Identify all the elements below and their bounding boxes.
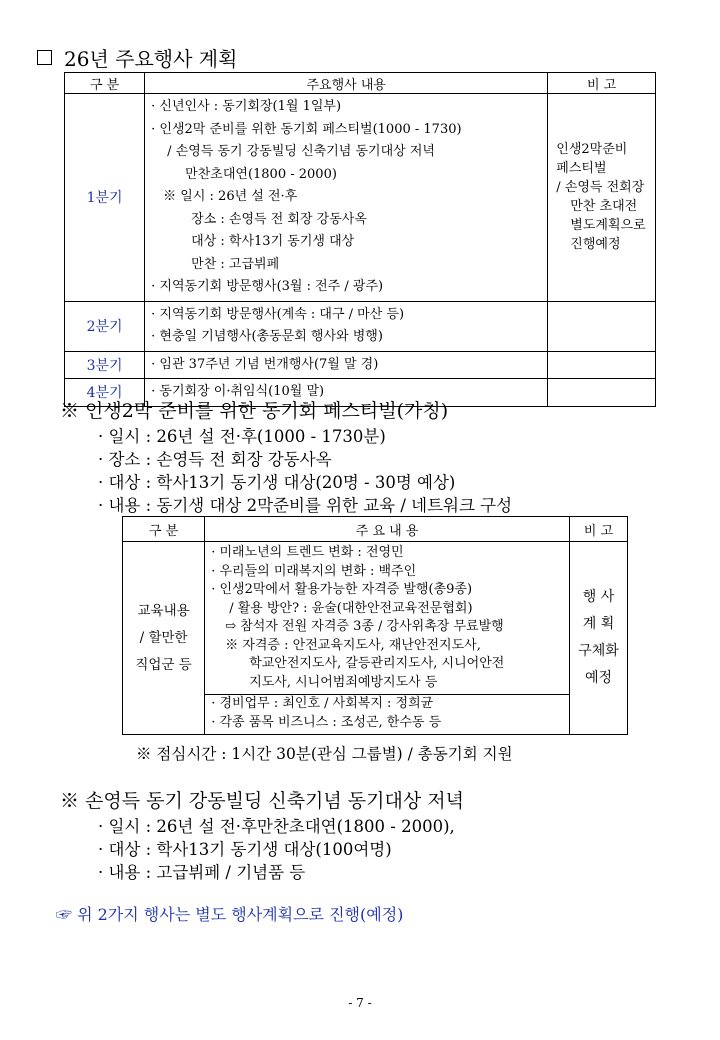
quarter-content-q1 <box>145 94 548 302</box>
list-item: · 지역동기회 방문행사(3월 : 전주 / 광주) <box>151 279 384 294</box>
list-item: 지도사, 시니어범죄예방지도사 등 <box>249 674 438 690</box>
section-title <box>37 44 237 70</box>
list-item: · 각종 품목 비즈니스 : 조성곤, 한수동 등 <box>211 714 442 730</box>
remark-q4 <box>548 379 656 407</box>
remark-line: 구체화 <box>578 643 619 659</box>
program-content <box>205 542 570 735</box>
table-row-q1 <box>65 94 656 302</box>
remark-q1 <box>548 94 656 302</box>
quarter-label-q3: 3분기 <box>65 351 145 379</box>
remark-q2 <box>548 301 656 351</box>
remark-line: / 손영득 전회장 <box>556 180 645 196</box>
list-item: · 임관 37주년 기념 번개행사(7월 말 경) <box>151 356 379 372</box>
remark-line: 인생2막준비 <box>556 142 628 158</box>
list-item: · 동기회장 이·취임식(10월 말) <box>151 384 325 399</box>
header-category: 구 분 <box>65 73 145 94</box>
lunch-note: ※ 점심시간 : 1시간 30분(관심 그룹별) / 총동기회 지원 <box>136 745 513 763</box>
footer-note: ☞ 위 2가지 행사는 별도 행사계획으로 진행(예정) <box>56 905 404 924</box>
dinner-bullet-target: · 대상 : 학사13기 동기생 대상(100여명) <box>98 840 392 859</box>
festival-program-table <box>122 516 628 735</box>
section-title-text: 26년 주요행사 계획 <box>64 46 238 71</box>
list-item: 만찬초대연(1800 - 2000) <box>185 166 337 182</box>
list-item: · 현충일 기념행사(총동문회 행사와 병행) <box>151 329 383 344</box>
remark-line: 페스티벌 <box>556 161 607 177</box>
table-header-row <box>65 73 656 94</box>
list-item: · 인생2막 준비를 위한 동기회 페스티벌(1000 - 1730) <box>151 121 462 137</box>
list-item: · 지역동기회 방문행사(계속 : 대구 / 마산 등) <box>151 306 405 322</box>
table-row <box>123 542 628 735</box>
dinner-bullet-date: · 일시 : 26년 설 전·후만찬초대연(1800 - 2000), <box>98 817 455 836</box>
festival-bullet-date: · 일시 : 26년 설 전·후(1000 - 1730분) <box>98 427 386 446</box>
quarter-label-q2: 2분기 <box>65 301 145 351</box>
list-item: / 손영득 동기 강동빌딩 신축기념 동기대상 저녁 <box>167 144 435 159</box>
list-item: 학교안전지도사, 갈등관리지도사, 시니어안전 <box>249 656 505 671</box>
list-item: ※ 자격증 : 안전교육지도사, 재난안전지도사, <box>225 637 481 653</box>
remark-q3 <box>548 351 656 379</box>
header-content: 주 요 내 용 <box>205 517 570 542</box>
dinner-heading: ※ 손영득 동기 강동빌딩 신축기념 동기대상 저녁 <box>60 790 464 812</box>
checkbox-icon <box>37 50 52 65</box>
festival-bullet-content: · 내용 : 동기생 대상 2막준비를 위한 교육 / 네트워크 구성 <box>98 496 513 515</box>
quarter-content-q2 <box>145 301 548 351</box>
page-number: - 7 - <box>348 996 372 1010</box>
quarter-content-q3 <box>145 351 548 379</box>
list-item: · 신년인사 : 동기회장(1월 1일부) <box>151 99 342 114</box>
remark-line: 만찬 초대전 <box>570 199 638 215</box>
remark-text <box>548 140 655 254</box>
festival-bullet-place: · 장소 : 손영득 전 회장 강동사옥 <box>98 450 332 469</box>
table-header-row <box>123 517 628 542</box>
category-line: 교육내용 <box>137 602 190 619</box>
table-row-q2 <box>65 301 656 351</box>
category-line: 직업군 등 <box>135 656 192 673</box>
program-remark <box>570 542 628 735</box>
festival-heading: ※ 인생2막 준비를 위한 동기회 페스티벌(가칭) <box>60 400 449 422</box>
list-item: 장소 : 손영득 전 회장 강동사옥 <box>191 211 367 227</box>
remark-line: 진행예정 <box>570 237 621 253</box>
list-item: 대상 : 학사13기 동기생 대상 <box>191 234 355 249</box>
list-item: · 인생2막에서 활용가능한 자격증 발행(총9종) <box>211 582 473 597</box>
list-item: ※ 일시 : 26년 설 전·후 <box>163 189 298 204</box>
list-item: · 우리들의 미래복지의 변화 : 백주인 <box>211 563 417 579</box>
list-item: ⇨ 참석자 전원 자격증 3종 / 강사위촉장 무료발행 <box>225 619 504 634</box>
festival-bullet-target: · 대상 : 학사13기 동기생 대상(20명 - 30명 예상) <box>98 473 456 492</box>
list-item: / 활용 방안? : 윤술(대한안전교육전문협회) <box>229 600 473 616</box>
list-item: 만찬 : 고급뷔페 <box>191 256 280 272</box>
remark-line: 예정 <box>584 670 613 686</box>
header-remark: 비 고 <box>548 73 656 94</box>
program-category <box>123 542 205 735</box>
header-remark: 비 고 <box>570 517 628 542</box>
remark-line: 행 사 <box>582 589 615 605</box>
list-item: · 경비업무 : 최인호 / 사회복지 : 정희균 <box>205 694 569 714</box>
header-category: 구 분 <box>123 517 205 542</box>
category-line: / 할만한 <box>139 629 188 646</box>
quarter-label-q1: 1분기 <box>65 94 145 302</box>
remark-line: 별도계획으로 <box>570 218 646 234</box>
annual-events-table <box>64 72 656 407</box>
quarter-label-q4: 4분기 <box>65 379 145 407</box>
list-item: · 미래노년의 트렌드 변화 : 전영민 <box>211 545 404 560</box>
dinner-bullet-content: · 내용 : 고급뷔페 / 기념품 등 <box>98 863 306 882</box>
header-content: 주요행사 내용 <box>145 73 548 94</box>
table-row-q3 <box>65 351 656 379</box>
remark-line: 계 획 <box>582 616 615 632</box>
